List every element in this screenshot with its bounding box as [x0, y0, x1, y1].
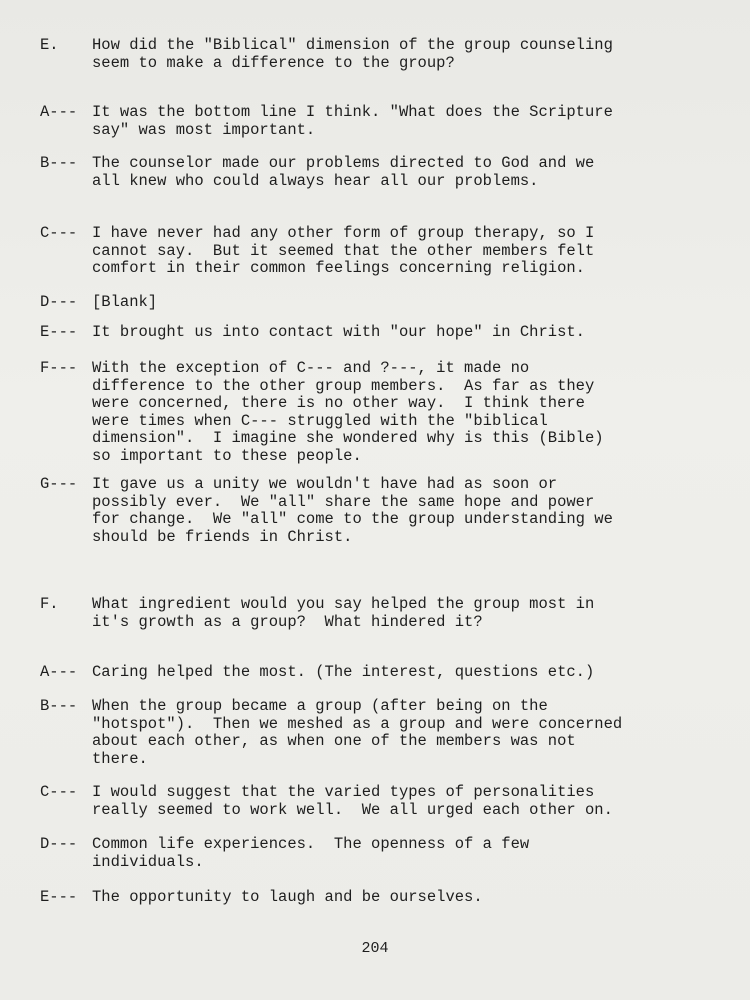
entry-line: When the group became a group (after being on the: [92, 697, 548, 715]
entry-line: The opportunity to laugh and be ourselves.: [92, 888, 483, 906]
answer-g: [40, 476, 700, 546]
question-e: [40, 37, 700, 72]
entry-marker: E---: [40, 888, 78, 906]
entry-marker: F---: [40, 359, 78, 377]
entry-marker: B---: [40, 697, 78, 715]
entry-line: seem to make a difference to the group?: [92, 53, 455, 72]
entry-line: dimension". I imagine she wondered why is this (Bible): [92, 429, 604, 447]
entry-line: possibly ever. We "all" share the same hope and power: [92, 492, 595, 511]
answer-b: [40, 155, 700, 190]
entry-line: difference to the other group members. As far as they: [92, 376, 595, 395]
entry-line: Caring helped the most. (The interest, questions etc.): [92, 663, 595, 681]
entry-line: cannot say. But it seemed that the other members felt: [92, 241, 595, 260]
entry-marker: G---: [40, 475, 78, 493]
entry-marker: D---: [40, 293, 78, 311]
entry-line: I have never had any other form of group therapy, so I: [92, 224, 595, 242]
entry-marker: A---: [40, 663, 78, 681]
entry-line: were times when C--- struggled with the "biblical: [92, 411, 548, 430]
answer-d-2: [40, 836, 700, 871]
entry-line: really seemed to work well. We all urged each other on.: [92, 800, 613, 819]
entry-line: The counselor made our problems directed to God and we: [92, 154, 595, 172]
entry-line: I would suggest that the varied types of personalities: [92, 783, 595, 801]
question-f: [40, 596, 700, 631]
entry-line: all knew who could always hear all our problems.: [92, 171, 539, 190]
answer-a: [40, 104, 700, 139]
entry-line: should be friends in Christ.: [92, 527, 353, 546]
answer-c-2: [40, 784, 700, 819]
answer-d: [40, 294, 700, 312]
entry-marker: B---: [40, 154, 78, 172]
entry-marker: C---: [40, 224, 78, 242]
entry-line: it's growth as a group? What hindered it?: [92, 612, 483, 631]
entry-line: for change. We "all" come to the group understanding we: [92, 510, 613, 528]
entry-line: there.: [92, 749, 148, 768]
entry-line: It gave us a unity we wouldn't have had as soon or: [92, 475, 558, 493]
answer-a-2: [40, 664, 700, 682]
entry-marker: F.: [40, 595, 59, 613]
answer-c: [40, 225, 700, 278]
entry-line: individuals.: [92, 852, 204, 871]
entry-marker: D---: [40, 835, 78, 853]
entry-line: say" was most important.: [92, 120, 316, 139]
entry-line: It was the bottom line I think. "What does the Scripture: [92, 103, 613, 121]
entry-line: so important to these people.: [92, 446, 362, 465]
answer-e-2: [40, 889, 700, 907]
page-number: 204: [361, 940, 389, 957]
entry-line: were concerned, there is no other way. I think there: [92, 394, 585, 412]
answer-b-2: [40, 698, 700, 768]
entry-line: With the exception of C--- and ?---, it made no: [92, 359, 530, 377]
entry-line: comfort in their common feelings concerning religion.: [92, 259, 585, 277]
entry-line: Common life experiences. The openness of a few: [92, 835, 530, 853]
entry-line: [Blank]: [92, 293, 158, 311]
entry-marker: E---: [40, 323, 78, 341]
entry-line: It brought us into contact with "our hope" in Christ.: [92, 323, 585, 341]
entry-marker: E.: [40, 36, 59, 54]
entry-line: "hotspot"). Then we meshed as a group and were concerned: [92, 714, 623, 733]
answer-f: [40, 360, 700, 465]
entry-line: How did the "Biblical" dimension of the group counseling: [92, 36, 613, 54]
answer-e: [40, 324, 700, 342]
entry-marker: A---: [40, 103, 78, 121]
entry-line: about each other, as when one of the members was not: [92, 732, 576, 750]
entry-marker: C---: [40, 783, 78, 801]
entry-line: What ingredient would you say helped the group most in: [92, 595, 595, 613]
